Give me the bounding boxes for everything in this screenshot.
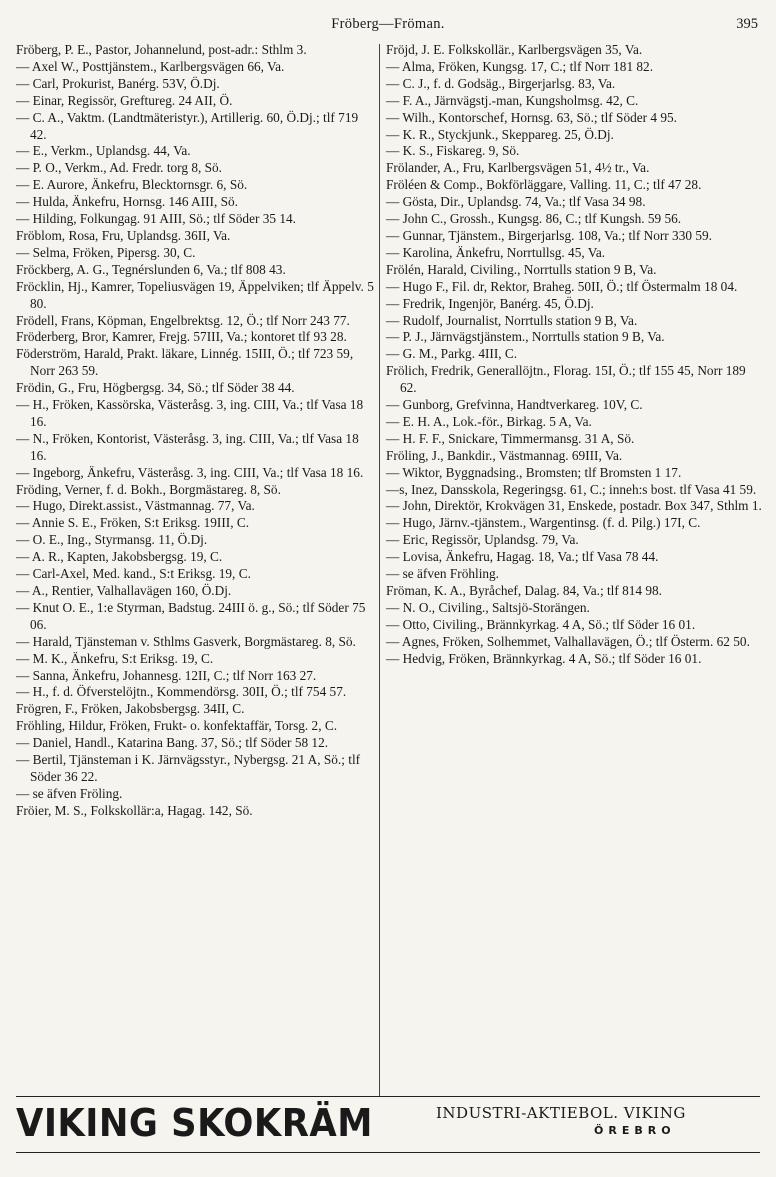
directory-entry: — Alma, Fröken, Kungsg. 17, C.; tlf Norr 181 82.	[386, 58, 654, 74]
directory-entry: — Wiktor, Byggnadsing., Bromsten; tlf Bromsten 1 17.	[386, 464, 682, 480]
directory-entry: — Agnes, Fröken, Solhemmet, Valhallavägen, Ö.; tlf Österm. 62 50.	[386, 633, 750, 649]
directory-entry: — C. J., f. d. Godsäg., Birgerjarlsg. 83, Va.	[386, 75, 616, 91]
directory-entry: — Sanna, Änkefru, Johannesg. 12II, C.; tlf Norr 163 27.	[16, 667, 317, 683]
directory-entry: — A. R., Kapten, Jakobsbergsg. 19, C.	[16, 549, 223, 565]
directory-entry: Frölander, A., Fru, Karlbergsvägen 51, 4½ tr., Va.	[386, 160, 650, 176]
advert-bottom-rule	[16, 1152, 760, 1153]
directory-entry: — Hugo F., Fil. dr, Rektor, Braheg. 50II, Ö.; tlf Östermalm 18 04.	[386, 278, 738, 294]
directory-entry: — se äfven Fröhling.	[386, 566, 500, 582]
directory-entry: — Otto, Civiling., Brännkyrkag. 4 A, Sö.; tlf Söder 16 01.	[386, 616, 696, 632]
directory-entry: — O. E., Ing., Styrmansg. 11, Ö.Dj.	[16, 532, 208, 548]
directory-entry: Frölich, Fredrik, Generallöjtn., Florag. 15I, Ö.; tlf 155 45, Norr 189 62.	[386, 363, 746, 396]
directory-entry: — Hedvig, Fröken, Brännkyrkag. 4 A, Sö.; tlf Söder 16 01.	[386, 650, 702, 666]
column-divider	[379, 44, 380, 1096]
directory-entry: — K. R., Styckjunk., Skeppareg. 25, Ö.Dj.	[386, 126, 614, 142]
advertisement	[16, 1098, 760, 1150]
directory-entry: Fröckberg, A. G., Tegnérslunden 6, Va.; tlf 808 43.	[16, 261, 286, 277]
directory-entry: — Ingeborg, Änkefru, Västeråsg. 3, ing. CIII, Va.; tlf Vasa 18 16.	[16, 464, 364, 480]
directory-entry: — Annie S. E., Fröken, S:t Eriksg. 19III, C.	[16, 515, 250, 531]
directory-entry: — Eric, Regissör, Uplandsg. 79, Va.	[386, 532, 579, 548]
directory-entry: — Gunnar, Tjänstem., Birgerjarlsg. 108, Va.; tlf Norr 330 59.	[386, 227, 712, 243]
directory-entry: — H., Fröken, Kassörska, Västeråsg. 3, ing. CIII, Va.; tlf Vasa 18 16.	[16, 397, 364, 429]
directory-entry: — se äfven Fröling.	[16, 785, 123, 801]
directory-entry: — Hugo, Direkt.assist., Västmannag. 77, Va.	[16, 498, 255, 514]
directory-entry: Frödell, Frans, Köpman, Engelbrektsg. 12, Ö.; tlf Norr 243 77.	[16, 312, 350, 328]
directory-entry: — John C., Grossh., Kungsg. 86, C.; tlf Kungsh. 59 56.	[386, 211, 682, 227]
directory-entry: Frölén, Harald, Civiling., Norrtulls station 9 B, Va.	[386, 261, 657, 277]
directory-entry: — Carl-Axel, Med. kand., S:t Eriksg. 19, C.	[16, 566, 251, 582]
directory-entry: Fröderberg, Bror, Kamrer, Frejg. 57III, Va.; kontoret tlf 93 28.	[16, 329, 347, 345]
directory-entry: — C. A., Vaktm. (Landtmäteristyr.), Artillerig. 60, Ö.Dj.; tlf 719 42.	[16, 109, 359, 142]
directory-entry: — H., f. d. Öfverstelöjtn., Kommendörsg. 30II, Ö.; tlf 754 57.	[16, 684, 347, 700]
advert-top-rule	[16, 1096, 760, 1097]
directory-entry: — M. K., Änkefru, S:t Eriksg. 19, C.	[16, 650, 214, 666]
directory-entry: Fröding, Verner, f. d. Bokh., Borgmästareg. 8, Sö.	[16, 481, 281, 497]
directory-entry: — E. Aurore, Änkefru, Blecktornsgr. 6, Sö.	[16, 177, 248, 193]
directory-entry: Fröcklin, Hj., Kamrer, Topeliusvägen 19, Äppelviken; tlf Äppelv. 5 80.	[16, 278, 374, 311]
advert-city: ÖREBRO	[594, 1124, 676, 1137]
directory-entry: Fröblom, Rosa, Fru, Uplandsg. 36II, Va.	[16, 227, 231, 243]
directory-entry: —s, Inez, Dansskola, Regeringsg. 61, C.; inneh:s bost. tlf Vasa 41 59.	[386, 481, 757, 497]
directory-entry: — N., Fröken, Kontorist, Västeråsg. 3, ing. CIII, Va.; tlf Vasa 18 16.	[16, 430, 359, 463]
left-column	[16, 42, 376, 820]
directory-entry: — F. A., Järnvägstj.-man, Kungsholmsg. 42, C.	[386, 92, 639, 108]
directory-entry: — John, Direktör, Krokvägen 31, Enskede, postadr. Box 347, Sthlm 1.	[386, 498, 762, 514]
directory-entry: — E. H. A., Lok.-för., Birkag. 5 A, Va.	[386, 413, 592, 429]
directory-entry: — Bertil, Tjänsteman i K. Järnvägsstyr., Nybergsg. 21 A, Sö.; tlf Söder 36 22.	[16, 752, 361, 784]
running-head: Fröberg—Fröman.	[331, 16, 445, 32]
directory-entry: — Fredrik, Ingenjör, Banérg. 45, Ö.Dj.	[386, 295, 594, 311]
directory-entry: — Selma, Fröken, Pipersg. 30, C.	[16, 244, 196, 260]
directory-entry: — K. S., Fiskareg. 9, Sö.	[386, 143, 520, 159]
directory-entry: Fröman, K. A., Byråchef, Dalag. 84, Va.; tlf 814 98.	[386, 583, 662, 598]
directory-entry: — Gösta, Dir., Uplandsg. 74, Va.; tlf Vasa 34 98.	[386, 194, 646, 210]
page-header	[0, 16, 776, 36]
directory-entry: Fröberg, P. E., Pastor, Johannelund, post-adr.: Sthlm 3.	[16, 42, 307, 57]
directory-entry: — Harald, Tjänsteman v. Sthlms Gasverk, Borgmästareg. 8, Sö.	[16, 633, 356, 649]
directory-entry: Föderström, Harald, Prakt. läkare, Linnég. 15III, Ö.; tlf 723 59, Norr 263 59.	[16, 346, 354, 379]
directory-entry: — Lovisa, Änkefru, Hagag. 18, Va.; tlf Vasa 78 44.	[386, 549, 659, 565]
directory-entry: Frögren, F., Fröken, Jakobsbergsg. 34II, C.	[16, 701, 245, 717]
directory-entry: Fröier, M. S., Folkskollär:a, Hagag. 142, Sö.	[16, 802, 253, 818]
directory-entry: — Hugo, Järnv.-tjänstem., Wargentinsg. (f. d. Pilg.) 17I, C.	[386, 515, 701, 531]
directory-entry: — Wilh., Kontorschef, Hornsg. 63, Sö.; tlf Söder 4 95.	[386, 109, 677, 125]
page-number: 395	[736, 16, 758, 32]
directory-entry: — Karolina, Änkefru, Norrtullsg. 45, Va.	[386, 244, 606, 260]
right-column	[386, 42, 762, 668]
advert-company: INDUSTRI-AKTIEBOL. VIKING	[436, 1104, 686, 1122]
directory-entry: — G. M., Parkg. 4III, C.	[386, 346, 518, 362]
directory-entry: — Hulda, Änkefru, Hornsg. 146 AIII, Sö.	[16, 194, 238, 210]
directory-entry: — Hilding, Folkungag. 91 AIII, Sö.; tlf Söder 35 14.	[16, 211, 296, 227]
directory-entry: — P. J., Järnvägstjänstem., Norrtulls station 9 B, Va.	[386, 329, 665, 345]
directory-entry: — P. O., Verkm., Ad. Fredr. torg 8, Sö.	[16, 160, 222, 176]
advert-brand: VIKING SKOKRÄM	[16, 1101, 373, 1145]
directory-entry: — Daniel, Handl., Katarina Bang. 37, Sö.; tlf Söder 58 12.	[16, 735, 329, 751]
directory-entry: — A., Rentier, Valhallavägen 160, Ö.Dj.	[16, 583, 232, 598]
directory-entry: — E., Verkm., Uplandsg. 44, Va.	[16, 143, 191, 159]
directory-entry: — N. O., Civiling., Saltsjö-Storängen.	[386, 599, 590, 615]
directory-entry: — Axel W., Posttjänstem., Karlbergsvägen 66, Va.	[16, 58, 285, 74]
directory-entry: — Einar, Regissör, Greftureg. 24 AII, Ö.	[16, 92, 233, 108]
directory-entry: Fröling, J., Bankdir., Västmannag. 69III, Va.	[386, 447, 623, 463]
directory-entry: — H. F. F., Snickare, Timmermansg. 31 A, Sö.	[386, 430, 635, 446]
directory-entry: — Knut O. E., 1:e Styrman, Badstug. 24III ö. g., Sö.; tlf Söder 75 06.	[16, 599, 366, 632]
directory-entry: Fröjd, J. E. Folkskollär., Karlbergsvägen 35, Va.	[386, 42, 643, 57]
directory-entry: Fröhling, Hildur, Fröken, Frukt- o. konfektaffär, Torsg. 2, C.	[16, 718, 338, 734]
directory-entry: — Carl, Prokurist, Banérg. 53V, Ö.Dj.	[16, 75, 220, 91]
directory-entry: Fröléen & Comp., Bokförläggare, Valling. 11, C.; tlf 47 28.	[386, 177, 702, 193]
directory-entry: — Rudolf, Journalist, Norrtulls station 9 B, Va.	[386, 312, 638, 328]
directory-entry: — Gunborg, Grefvinna, Handtverkareg. 10V, C.	[386, 397, 643, 413]
directory-entry: Frödin, G., Fru, Högbergsg. 34, Sö.; tlf Söder 38 44.	[16, 380, 295, 396]
